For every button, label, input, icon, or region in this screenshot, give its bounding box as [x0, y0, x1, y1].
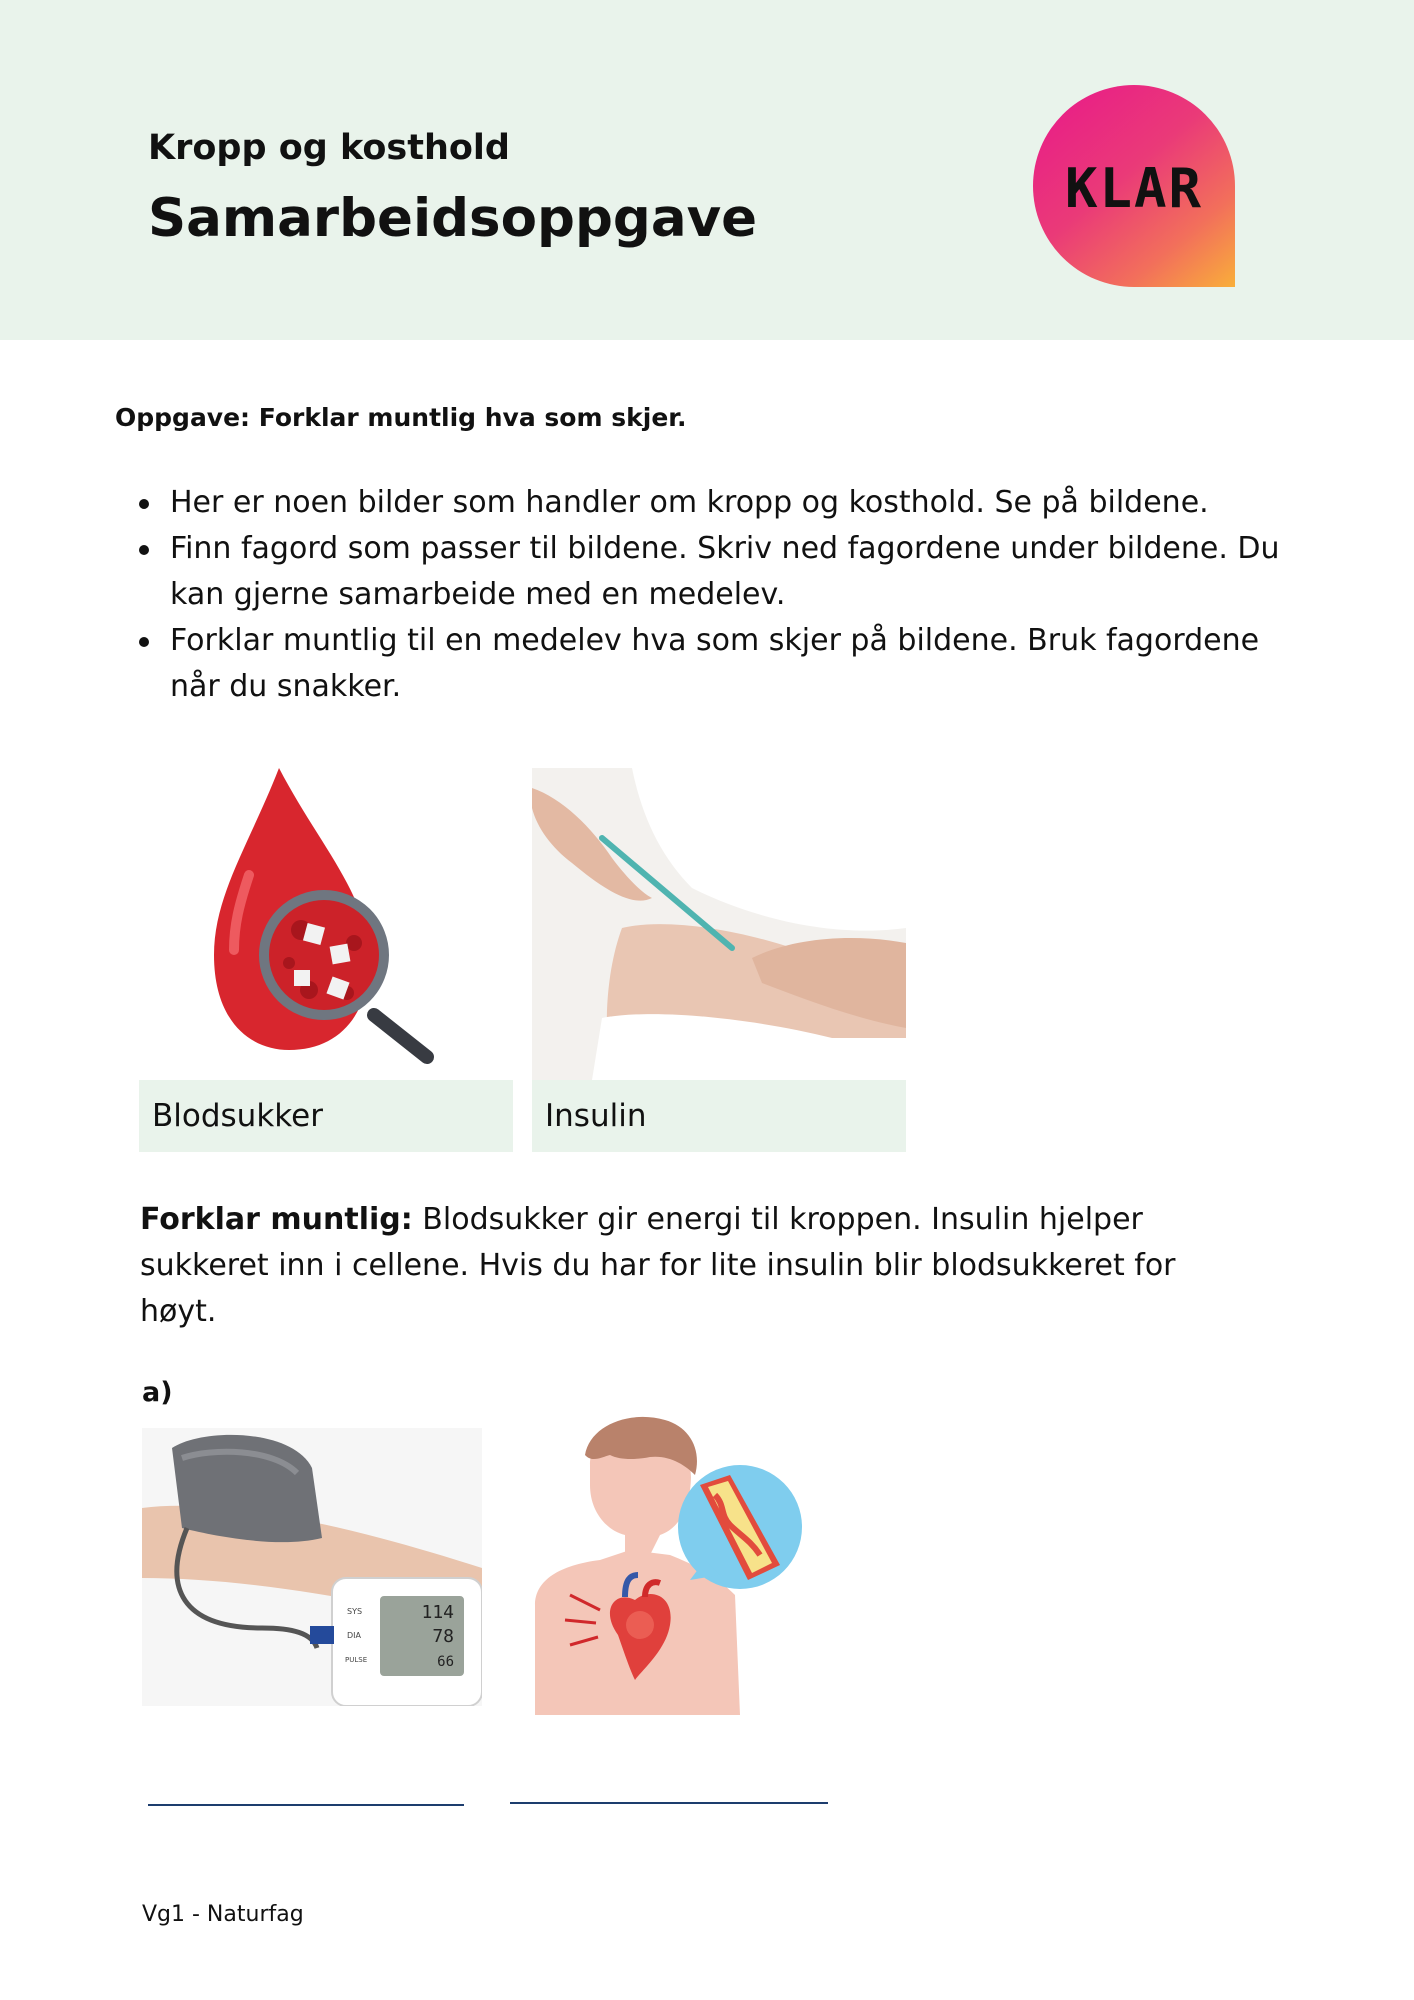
sys-reading: 114: [421, 1602, 454, 1623]
instruction-item: Her er noen bilder som handler om kropp og kosthold. Se på bildene.: [135, 480, 1315, 526]
subtitle: Kropp og kosthold: [148, 128, 510, 168]
task-heading: Oppgave: Forklar muntlig hva som skjer.: [115, 403, 687, 432]
explanation-label: Forklar muntlig:: [140, 1202, 413, 1237]
answer-line[interactable]: [510, 1802, 828, 1804]
footer-course: Vg1 - Naturfag: [142, 1902, 304, 1927]
example-label-box: [532, 1080, 906, 1152]
dia-reading: 78: [432, 1626, 454, 1647]
instruction-list: [135, 480, 1315, 710]
page-title: Samarbeidsoppgave: [148, 188, 758, 249]
header-banner: [0, 0, 1414, 340]
pulse-label: PULSE: [345, 1656, 368, 1664]
logo-text: KLAR: [1064, 157, 1204, 220]
blood-drop-magnifier-icon: [139, 765, 513, 1080]
klar-logo: [1033, 85, 1235, 287]
example-label-box: [139, 1080, 513, 1152]
sys-label: SYS: [347, 1607, 363, 1616]
instruction-item: Finn fagord som passer til bildene. Skriv ned fagordene under bildene. Du kan gjerne samarbeide med en medelev.: [135, 526, 1315, 618]
explanation-text: Blodsukker gir energi til kroppen. Insulin hjelper sukkeret inn i cellene. Hvis du har for lite insulin blir blodsukkeret for høyt.: [140, 1202, 1176, 1329]
answer-line[interactable]: [148, 1804, 464, 1806]
blood-pressure-monitor-photo: [142, 1428, 482, 1706]
oral-explanation: [140, 1197, 1250, 1335]
instruction-item: Forklar muntlig til en medelev hva som skjer på bildene. Bruk fagordene når du snakker.: [135, 618, 1315, 710]
part-a-label: a): [142, 1377, 173, 1408]
pulse-reading: 66: [437, 1654, 454, 1670]
insulin-injection-photo: [532, 768, 906, 1080]
example-label: Insulin: [545, 1098, 647, 1134]
example-label: Blodsukker: [152, 1098, 323, 1134]
dia-label: DIA: [347, 1631, 361, 1640]
heart-artery-plaque-icon: [530, 1415, 810, 1715]
